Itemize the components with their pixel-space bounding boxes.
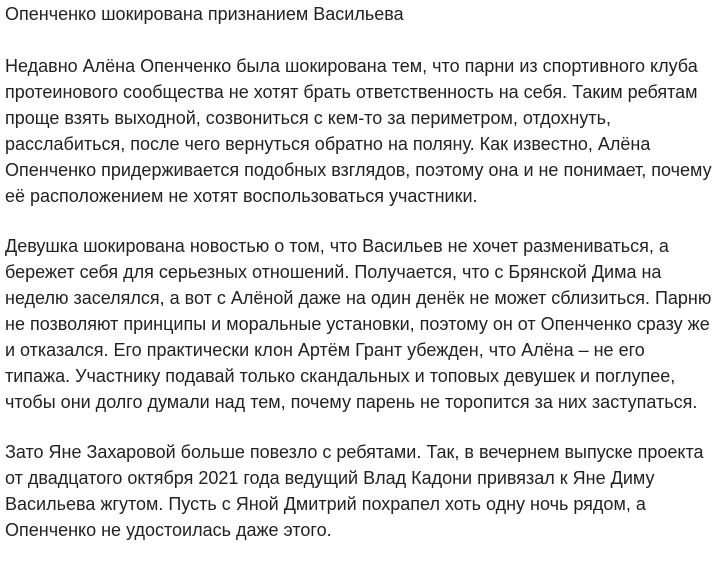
paragraph-2: Девушка шокирована новостью о том, что Васильев не хочет размениваться, а бережет себя для серьезных отношений. Получается, что с Брянской Дима на неделю заселялся, а вот с Алёной даже на один денёк не может сблизиться. Парню не позволяют принципы и моральные установки, поэтому он от Опенченко сразу же и отказался. Его практически клон Артём Грант убежден, что Алёна – не его типажа. Участнику подавай только скандальных и топовых девушек и поглупее, чтобы они долго думали над тем, почему парень не торопится за них заступаться. (5, 236, 712, 412)
title-spacer (5, 27, 713, 53)
paragraph-3: Зато Яне Захаровой больше повезло с ребятами. Так, в вечернем выпуске проекта от двадцатого октября 2021 года ведущий Влад Кадони привязал к Яне Диму Васильева жгутом. Пусть с Яной Дмитрий похрапел хоть одну ночь рядом, а Опенченко не удостоилась даже этого. (5, 442, 704, 540)
article-title: Опенченко шокирована признанием Васильева (5, 4, 404, 24)
paragraph-spacer (5, 209, 713, 233)
paragraph-1: Недавно Алёна Опенченко была шокирована тем, что парни из спортивного клуба протеинового сообщества не хотят брать ответственность на себя. Таким ребятам проще взять выходной, созвониться с кем-то за периметром, отдохнуть, расслабиться, после чего вернуться обратно на поляну. Как известно, Алёна Опенченко придерживается подобных взглядов, поэтому она и не понимает, почему её расположением не хотят воспользоваться участники. (5, 56, 712, 206)
article (5, 0, 713, 543)
paragraph-spacer (5, 415, 713, 439)
